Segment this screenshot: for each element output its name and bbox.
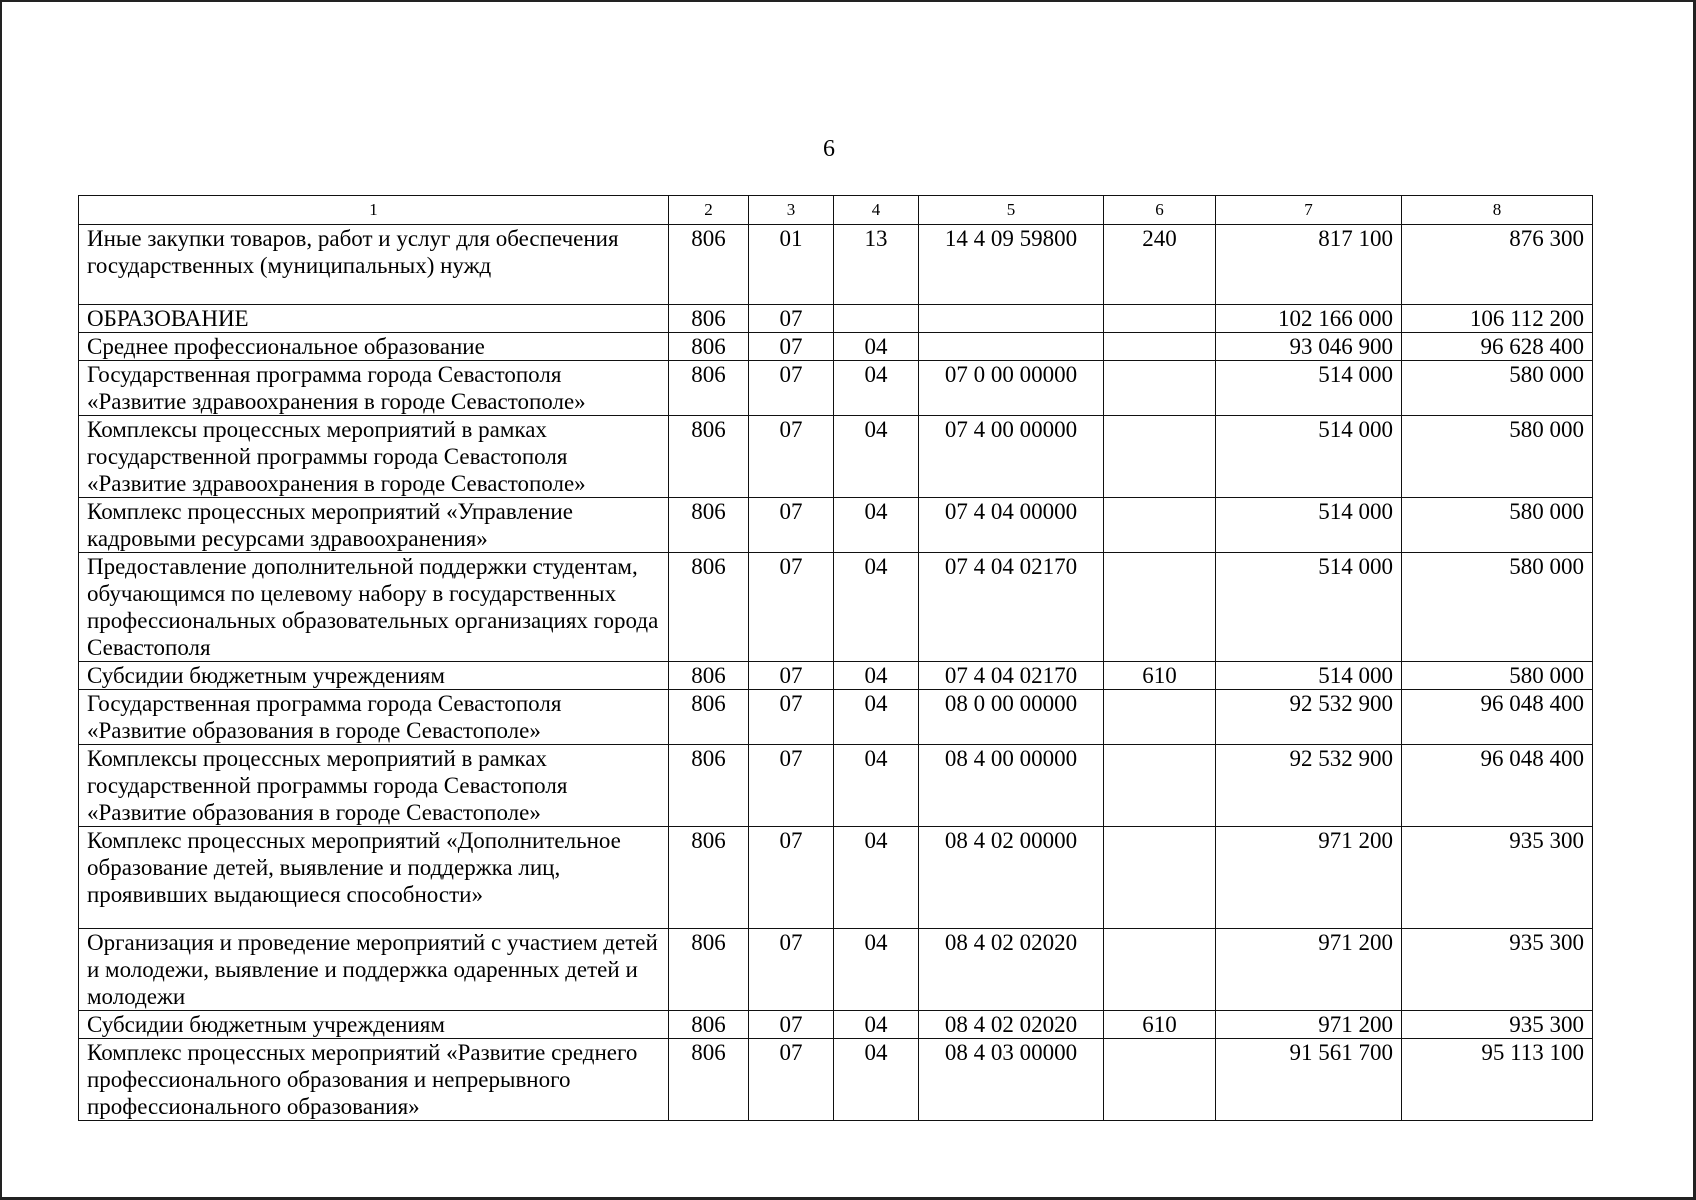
table-body bbox=[79, 225, 1593, 1121]
ministry-code: 806 bbox=[669, 553, 749, 662]
column-header: 7 bbox=[1216, 196, 1402, 225]
section-code: 07 bbox=[749, 416, 834, 498]
section-code: 07 bbox=[749, 929, 834, 1011]
amount-year-1: 514 000 bbox=[1216, 498, 1402, 553]
target-article-code: 07 4 04 02170 bbox=[919, 553, 1104, 662]
amount-year-2: 580 000 bbox=[1402, 498, 1593, 553]
amount-year-1: 93 046 900 bbox=[1216, 333, 1402, 361]
ministry-code: 806 bbox=[669, 225, 749, 305]
amount-year-1: 514 000 bbox=[1216, 361, 1402, 416]
amount-year-1: 92 532 900 bbox=[1216, 690, 1402, 745]
table-row bbox=[79, 662, 1593, 690]
target-article-code: 08 4 02 00000 bbox=[919, 827, 1104, 929]
table-row bbox=[79, 745, 1593, 827]
amount-year-2: 95 113 100 bbox=[1402, 1039, 1593, 1121]
target-article-code: 07 4 00 00000 bbox=[919, 416, 1104, 498]
amount-year-1: 514 000 bbox=[1216, 662, 1402, 690]
column-header: 1 bbox=[79, 196, 669, 225]
table-row bbox=[79, 1039, 1593, 1121]
amount-year-2: 935 300 bbox=[1402, 929, 1593, 1011]
subsection-code: 04 bbox=[834, 690, 919, 745]
section-code: 07 bbox=[749, 361, 834, 416]
section-code: 07 bbox=[749, 305, 834, 333]
row-name: Комплекс процессных мероприятий «Развитие среднего профессионального образования и непрерывного профессионального образования» bbox=[79, 1039, 669, 1121]
amount-year-1: 971 200 bbox=[1216, 929, 1402, 1011]
amount-year-1: 514 000 bbox=[1216, 553, 1402, 662]
expense-type-code bbox=[1104, 361, 1216, 416]
section-code: 07 bbox=[749, 827, 834, 929]
ministry-code: 806 bbox=[669, 929, 749, 1011]
amount-year-2: 96 048 400 bbox=[1402, 745, 1593, 827]
table-row bbox=[79, 827, 1593, 929]
expense-type-code bbox=[1104, 498, 1216, 553]
subsection-code: 04 bbox=[834, 827, 919, 929]
expense-type-code bbox=[1104, 416, 1216, 498]
expense-type-code bbox=[1104, 690, 1216, 745]
ministry-code: 806 bbox=[669, 498, 749, 553]
amount-year-2: 935 300 bbox=[1402, 1011, 1593, 1039]
amount-year-2: 580 000 bbox=[1402, 553, 1593, 662]
amount-year-2: 580 000 bbox=[1402, 416, 1593, 498]
amount-year-1: 91 561 700 bbox=[1216, 1039, 1402, 1121]
subsection-code: 04 bbox=[834, 745, 919, 827]
expense-type-code: 240 bbox=[1104, 225, 1216, 305]
row-name: Субсидии бюджетным учреждениям bbox=[79, 1011, 669, 1039]
subsection-code: 04 bbox=[834, 929, 919, 1011]
target-article-code: 08 4 02 02020 bbox=[919, 1011, 1104, 1039]
section-code: 07 bbox=[749, 690, 834, 745]
target-article-code: 07 4 04 00000 bbox=[919, 498, 1104, 553]
ministry-code: 806 bbox=[669, 416, 749, 498]
page-number: 6 bbox=[823, 136, 835, 162]
table-row bbox=[79, 333, 1593, 361]
subsection-code: 04 bbox=[834, 1039, 919, 1121]
subsection-code: 13 bbox=[834, 225, 919, 305]
target-article-code: 08 0 00 00000 bbox=[919, 690, 1104, 745]
amount-year-2: 106 112 200 bbox=[1402, 305, 1593, 333]
row-name: Государственная программа города Севастополя «Развитие здравоохранения в городе Севастополе» bbox=[79, 361, 669, 416]
ministry-code: 806 bbox=[669, 690, 749, 745]
amount-year-1: 817 100 bbox=[1216, 225, 1402, 305]
table-row bbox=[79, 361, 1593, 416]
target-article-code: 08 4 00 00000 bbox=[919, 745, 1104, 827]
ministry-code: 806 bbox=[669, 305, 749, 333]
row-name: Комплексы процессных мероприятий в рамках государственной программы города Севастополя «Развитие образования в городе Севастополе» bbox=[79, 745, 669, 827]
amount-year-1: 514 000 bbox=[1216, 416, 1402, 498]
column-header: 6 bbox=[1104, 196, 1216, 225]
table-row bbox=[79, 225, 1593, 305]
table-row bbox=[79, 305, 1593, 333]
row-name: ОБРАЗОВАНИЕ bbox=[79, 305, 669, 333]
expense-type-code bbox=[1104, 333, 1216, 361]
amount-year-1: 971 200 bbox=[1216, 1011, 1402, 1039]
expense-type-code: 610 bbox=[1104, 662, 1216, 690]
column-header: 2 bbox=[669, 196, 749, 225]
amount-year-1: 92 532 900 bbox=[1216, 745, 1402, 827]
ministry-code: 806 bbox=[669, 662, 749, 690]
row-name: Комплекс процессных мероприятий «Управление кадровыми ресурсами здравоохранения» bbox=[79, 498, 669, 553]
row-name: Субсидии бюджетным учреждениям bbox=[79, 662, 669, 690]
amount-year-2: 935 300 bbox=[1402, 827, 1593, 929]
budget-table bbox=[78, 195, 1593, 1121]
ministry-code: 806 bbox=[669, 333, 749, 361]
column-header: 4 bbox=[834, 196, 919, 225]
subsection-code: 04 bbox=[834, 498, 919, 553]
ministry-code: 806 bbox=[669, 745, 749, 827]
target-article-code: 08 4 03 00000 bbox=[919, 1039, 1104, 1121]
ministry-code: 806 bbox=[669, 361, 749, 416]
table-row bbox=[79, 690, 1593, 745]
column-header: 8 bbox=[1402, 196, 1593, 225]
expense-type-code bbox=[1104, 745, 1216, 827]
row-name: Среднее профессиональное образование bbox=[79, 333, 669, 361]
section-code: 07 bbox=[749, 333, 834, 361]
section-code: 07 bbox=[749, 745, 834, 827]
table-row bbox=[79, 416, 1593, 498]
target-article-code: 07 4 04 02170 bbox=[919, 662, 1104, 690]
target-article-code bbox=[919, 333, 1104, 361]
amount-year-2: 580 000 bbox=[1402, 361, 1593, 416]
ministry-code: 806 bbox=[669, 827, 749, 929]
ministry-code: 806 bbox=[669, 1039, 749, 1121]
target-article-code bbox=[919, 305, 1104, 333]
row-name: Комплексы процессных мероприятий в рамках государственной программы города Севастополя «Развитие здравоохранения в городе Севастополе» bbox=[79, 416, 669, 498]
amount-year-1: 102 166 000 bbox=[1216, 305, 1402, 333]
table-row bbox=[79, 553, 1593, 662]
expense-type-code: 610 bbox=[1104, 1011, 1216, 1039]
subsection-code: 04 bbox=[834, 361, 919, 416]
subsection-code: 04 bbox=[834, 553, 919, 662]
subsection-code: 04 bbox=[834, 1011, 919, 1039]
amount-year-2: 580 000 bbox=[1402, 662, 1593, 690]
section-code: 07 bbox=[749, 553, 834, 662]
target-article-code: 07 0 00 00000 bbox=[919, 361, 1104, 416]
row-name: Иные закупки товаров, работ и услуг для обеспечения государственных (муниципальных) нужд bbox=[79, 225, 669, 305]
ministry-code: 806 bbox=[669, 1011, 749, 1039]
target-article-code: 14 4 09 59800 bbox=[919, 225, 1104, 305]
expense-type-code bbox=[1104, 305, 1216, 333]
amount-year-2: 876 300 bbox=[1402, 225, 1593, 305]
subsection-code bbox=[834, 305, 919, 333]
row-name: Государственная программа города Севастополя «Развитие образования в городе Севастополе» bbox=[79, 690, 669, 745]
expense-type-code bbox=[1104, 827, 1216, 929]
target-article-code: 08 4 02 02020 bbox=[919, 929, 1104, 1011]
expense-type-code bbox=[1104, 553, 1216, 662]
section-code: 07 bbox=[749, 662, 834, 690]
column-header: 3 bbox=[749, 196, 834, 225]
section-code: 01 bbox=[749, 225, 834, 305]
subsection-code: 04 bbox=[834, 662, 919, 690]
amount-year-2: 96 048 400 bbox=[1402, 690, 1593, 745]
table-row bbox=[79, 498, 1593, 553]
subsection-code: 04 bbox=[834, 333, 919, 361]
amount-year-1: 971 200 bbox=[1216, 827, 1402, 929]
column-header: 5 bbox=[919, 196, 1104, 225]
table-row bbox=[79, 929, 1593, 1011]
expense-type-code bbox=[1104, 1039, 1216, 1121]
section-code: 07 bbox=[749, 1039, 834, 1121]
section-code: 07 bbox=[749, 498, 834, 553]
row-name: Предоставление дополнительной поддержки студентам, обучающимся по целевому набору в государственных профессиональных образовательных организациях города Севастополя bbox=[79, 553, 669, 662]
expense-type-code bbox=[1104, 929, 1216, 1011]
section-code: 07 bbox=[749, 1011, 834, 1039]
subsection-code: 04 bbox=[834, 416, 919, 498]
row-name: Организация и проведение мероприятий с участием детей и молодежи, выявление и поддержка одаренных детей и молодежи bbox=[79, 929, 669, 1011]
amount-year-2: 96 628 400 bbox=[1402, 333, 1593, 361]
column-number-row bbox=[79, 196, 1593, 225]
table-row bbox=[79, 1011, 1593, 1039]
row-name: Комплекс процессных мероприятий «Дополнительное образование детей, выявление и поддержка лиц, проявивших выдающиеся способности» bbox=[79, 827, 669, 929]
